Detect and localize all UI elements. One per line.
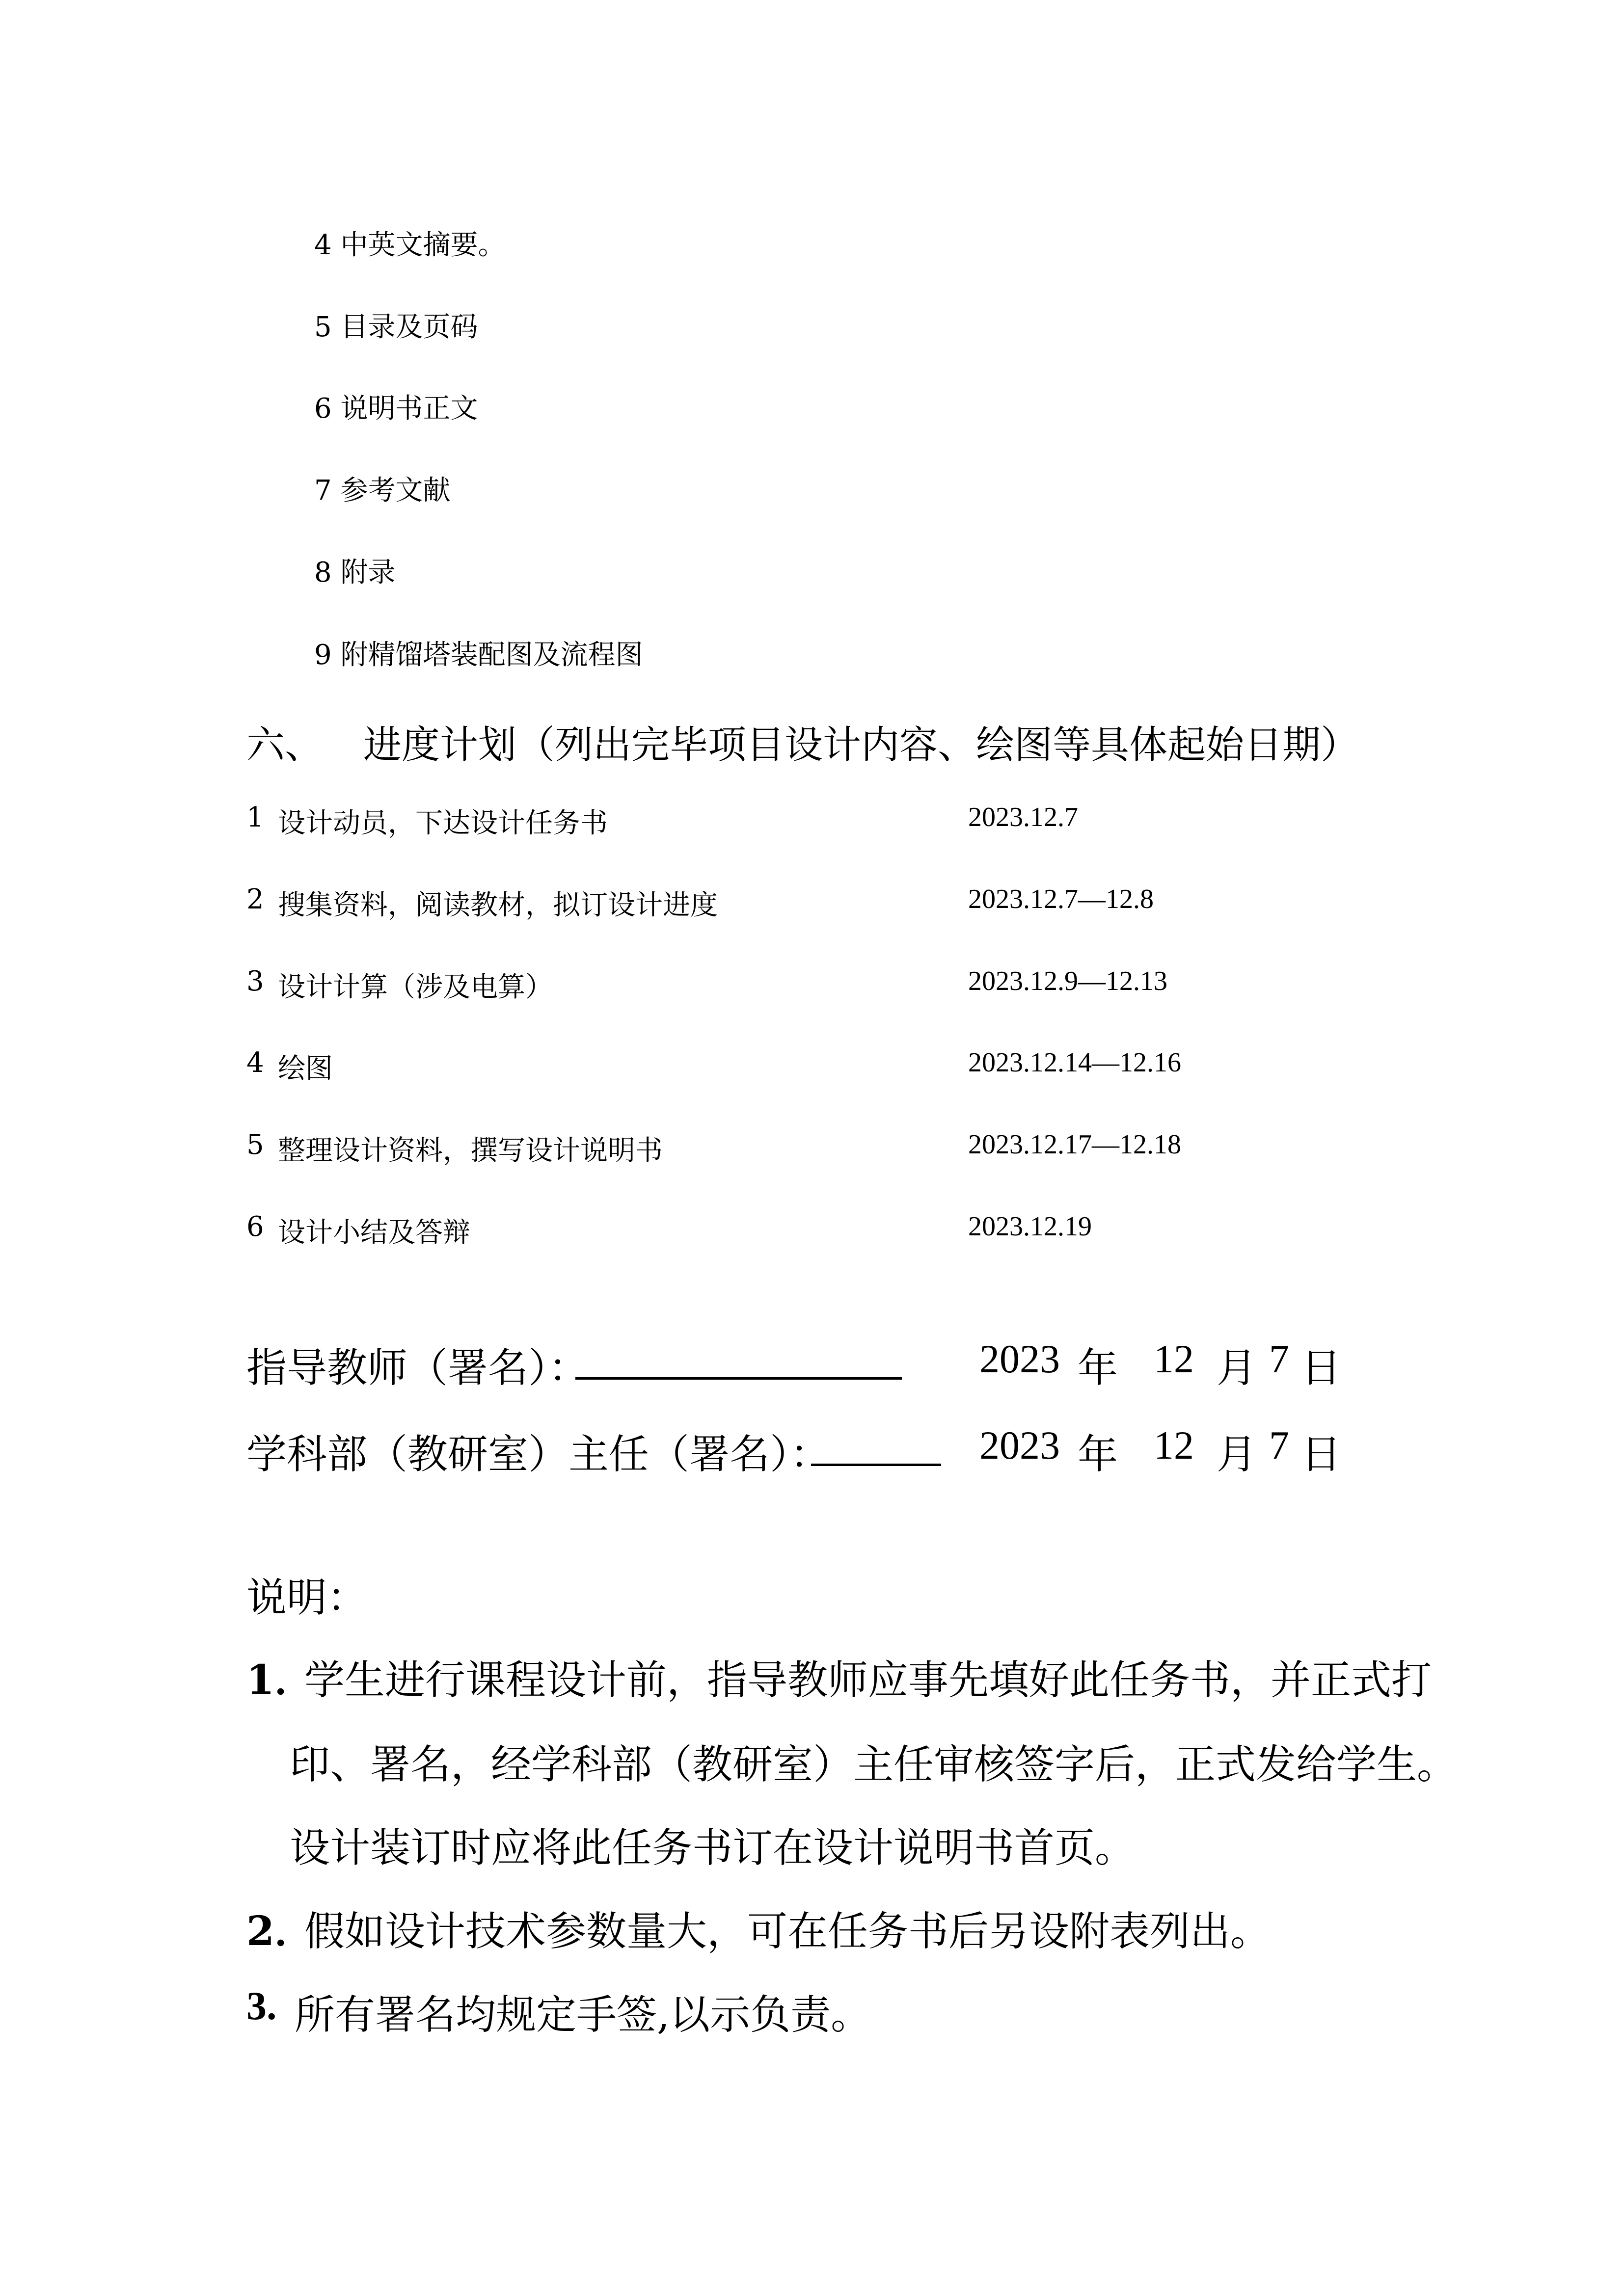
schedule-date: 2023.12.19	[968, 1211, 1092, 1242]
list-item-text: 附精馏塔装配图及流程图	[340, 639, 643, 671]
notes-heading: 说明：	[246, 1575, 368, 1621]
schedule-row	[0, 1047, 1624, 1086]
schedule-number: 5	[246, 1129, 264, 1161]
schedule-task: 整理设计资料，撰写设计说明书	[278, 1135, 663, 1167]
note-number: 3.	[246, 1983, 277, 2028]
schedule-row	[0, 883, 1624, 923]
list-item-text: 附录	[340, 557, 396, 588]
schedule-task: 设计动员，下达设计任务书	[278, 807, 608, 839]
schedule-number: 3	[246, 965, 264, 997]
advisor-month-unit: 月	[1217, 1345, 1257, 1391]
director-year: 2023	[979, 1423, 1060, 1468]
list-item	[314, 633, 643, 672]
schedule-row	[0, 1211, 1624, 1250]
director-day: 7	[1269, 1423, 1289, 1468]
director-month-unit: 月	[1217, 1431, 1257, 1478]
note-number: 2．	[246, 1908, 315, 1955]
director-day-unit: 日	[1301, 1431, 1342, 1478]
section-title: 进度计划（列出完毕项目设计内容、绘图等具体起始日期）	[363, 723, 1359, 767]
note-line: 所有署名均规定手签,以示负责。	[295, 1992, 871, 2038]
note-line: 学生进行课程设计前，指导教师应事先填好此任务书，并正式打	[304, 1657, 1432, 1704]
schedule-date: 2023.12.7—12.8	[968, 884, 1154, 914]
note-line: 假如设计技术参数量大，可在任务书后另设附表列出。	[304, 1908, 1271, 1955]
director-signature-line[interactable]	[811, 1464, 941, 1466]
schedule-row	[0, 1129, 1624, 1168]
schedule-number: 4	[246, 1047, 264, 1079]
schedule-task: 绘图	[278, 1053, 333, 1085]
advisor-signature-label: 指导教师（署名）：	[246, 1345, 589, 1391]
list-item	[314, 469, 450, 508]
advisor-year-unit: 年	[1078, 1345, 1118, 1391]
schedule-date: 2023.12.17—12.18	[968, 1129, 1181, 1160]
list-item-number: 4	[314, 229, 332, 261]
schedule-number: 2	[246, 883, 264, 915]
schedule-date: 2023.12.14—12.16	[968, 1047, 1181, 1078]
schedule-date: 2023.12.7	[968, 802, 1078, 832]
advisor-day-unit: 日	[1301, 1345, 1342, 1391]
director-signature-label: 学科部（教研室）主任（署名）：	[246, 1431, 831, 1478]
note-line: 设计装订时应将此任务书订在设计说明书首页。	[290, 1825, 1136, 1871]
schedule-task: 设计小结及答辩	[278, 1217, 470, 1249]
list-item-number: 6	[314, 393, 332, 425]
list-item	[314, 223, 505, 263]
list-item-text: 参考文献	[340, 475, 451, 507]
list-item-number: 5	[314, 311, 332, 343]
list-item-number: 8	[314, 557, 332, 588]
advisor-day: 7	[1269, 1336, 1289, 1381]
list-item-number: 9	[314, 639, 332, 671]
list-item-text: 目录及页码	[340, 311, 478, 343]
list-item	[314, 551, 395, 590]
director-month: 12	[1154, 1423, 1194, 1468]
director-year-unit: 年	[1078, 1431, 1118, 1478]
schedule-task: 设计计算（涉及电算）	[278, 971, 553, 1003]
list-item-number: 7	[314, 475, 332, 507]
list-item-text: 中英文摘要。	[340, 229, 506, 261]
advisor-year: 2023	[979, 1336, 1060, 1381]
schedule-row	[0, 801, 1624, 841]
schedule-task: 搜集资料，阅读教材，拟订设计进度	[278, 889, 718, 921]
schedule-date: 2023.12.9—12.13	[968, 966, 1167, 996]
note-line: 印、署名，经学科部（教研室）主任审核签字后，正式发给学生。	[290, 1741, 1458, 1788]
section-number: 六、	[246, 723, 324, 767]
advisor-signature-line[interactable]	[575, 1377, 902, 1380]
schedule-row	[0, 965, 1624, 1005]
schedule-number: 6	[246, 1211, 264, 1243]
note-number: 1．	[246, 1656, 315, 1704]
list-item	[314, 387, 478, 426]
list-item-text: 说明书正文	[340, 393, 478, 425]
advisor-month: 12	[1154, 1336, 1194, 1381]
schedule-number: 1	[246, 801, 264, 833]
list-item	[314, 305, 478, 345]
